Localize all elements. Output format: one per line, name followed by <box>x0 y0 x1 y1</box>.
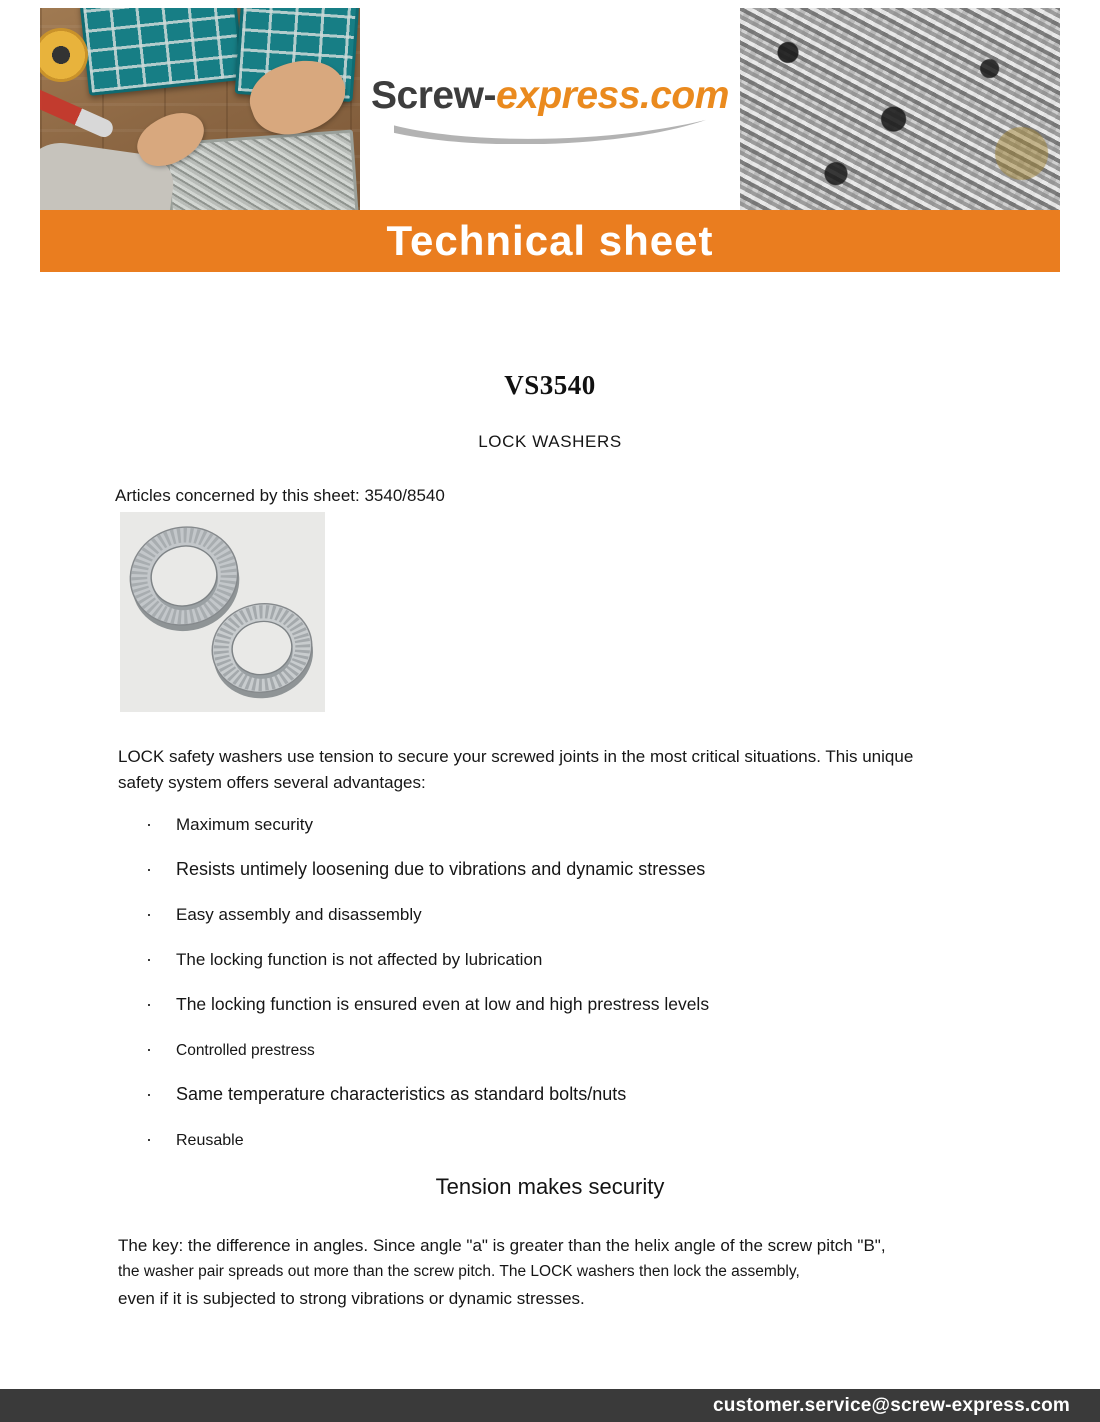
bullet-dot: · <box>146 949 152 969</box>
banner-title: Technical sheet <box>386 217 714 264</box>
advantage-item <box>118 859 938 880</box>
advantage-text: Controlled prestress <box>176 1042 315 1059</box>
articles-line: Articles concerned by this sheet: 3540/8540 <box>115 486 445 505</box>
advantage-text: Same temperature characteristics as standard bolts/nuts <box>176 1084 627 1104</box>
advantage-item <box>118 904 938 925</box>
closing-line: even if it is subjected to strong vibrations or dynamic stresses. <box>118 1289 585 1308</box>
closing-line: The key: the difference in angles. Since angle "a" is greater than the helix angle of the screw pitch "B", <box>118 1236 886 1255</box>
bullet-dot: · <box>146 1129 152 1149</box>
lock-washers-image <box>120 512 325 712</box>
advantages-list <box>118 814 938 1174</box>
advantage-item <box>118 1129 938 1150</box>
closing-paragraph <box>118 1232 998 1312</box>
advantage-item <box>118 1039 938 1060</box>
contact-email: customer.service@screw-express.com <box>713 1394 1070 1416</box>
intro-paragraph: LOCK safety washers use tension to secure your screwed joints in the most critical situations. This unique safety system offers several advantages: <box>118 747 914 792</box>
product-code-title: VS3540 <box>504 370 596 400</box>
footer-bar <box>0 1389 1100 1422</box>
brand-logo-text-primary: Screw- <box>371 74 496 117</box>
advantage-text: Reusable <box>176 1132 244 1149</box>
advantage-item <box>118 814 938 835</box>
product-photo <box>120 512 325 712</box>
advantage-text: Easy assembly and disassembly <box>176 905 422 924</box>
advantage-text: Maximum security <box>176 815 313 834</box>
advantage-item <box>118 994 938 1015</box>
bullet-dot: · <box>146 814 152 834</box>
bullet-dot: · <box>146 904 152 924</box>
advantage-text: The locking function is not affected by lubrication <box>176 950 543 969</box>
product-name-subtitle: LOCK WASHERS <box>478 432 622 451</box>
advantage-text: Resists untimely loosening due to vibrations and dynamic stresses <box>176 859 706 879</box>
brand-logo-text-secondary: express.com <box>495 74 729 117</box>
bullet-dot: · <box>146 1039 152 1059</box>
section-heading: Tension makes security <box>435 1174 665 1199</box>
bullet-dot: · <box>146 1084 152 1104</box>
advantage-item <box>118 1084 938 1105</box>
advantage-text: The locking function is ensured even at low and high prestress levels <box>176 994 710 1014</box>
bullet-dot: · <box>146 994 152 1014</box>
closing-line: the washer pair spreads out more than the screw pitch. The LOCK washers then lock the assembly, <box>118 1263 800 1280</box>
advantage-item <box>118 949 938 970</box>
bullet-dot: · <box>146 859 152 879</box>
